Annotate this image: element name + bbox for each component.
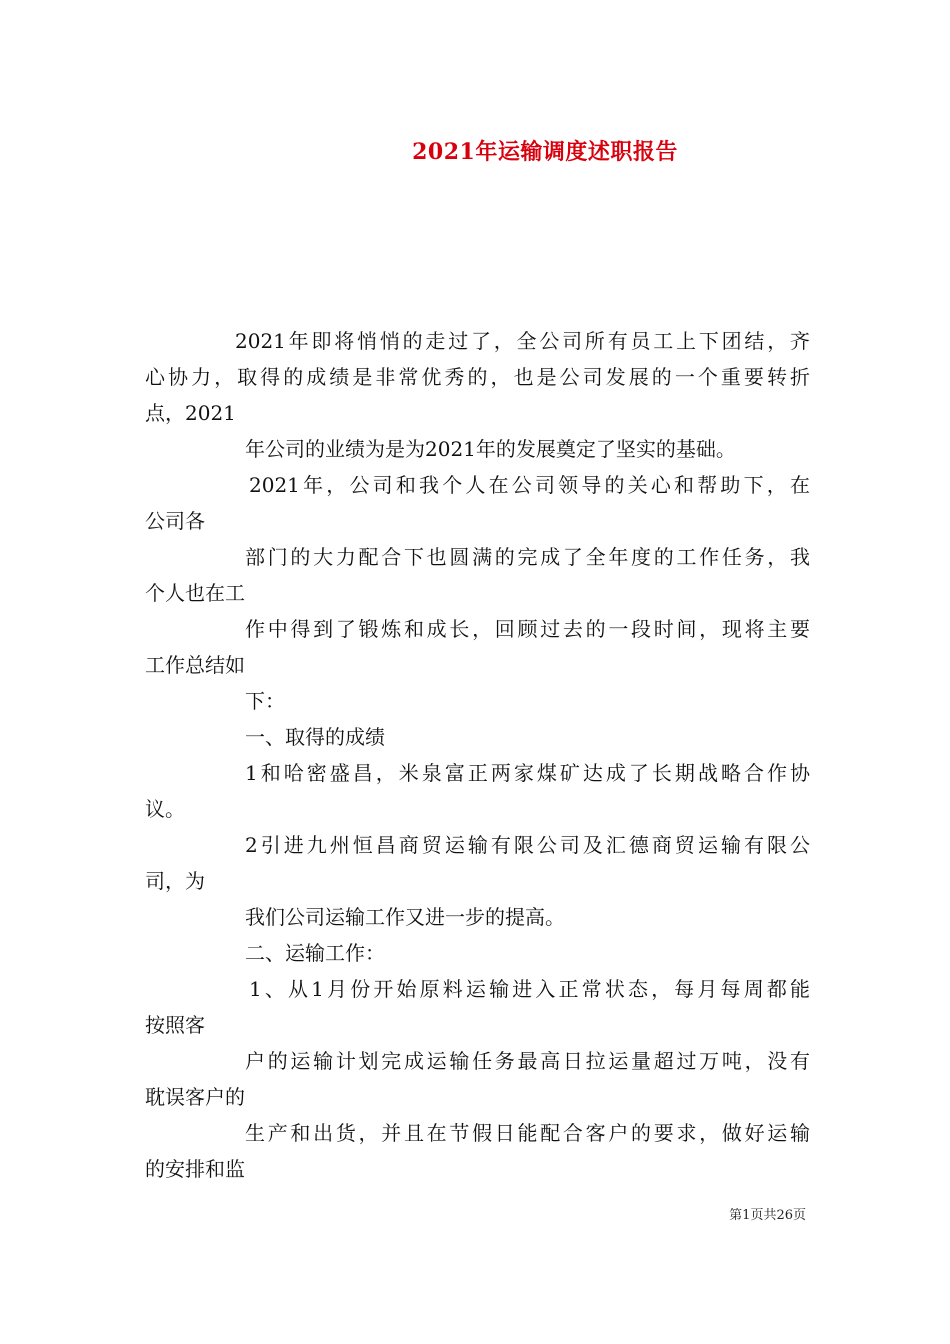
body-line: 户的运输计划完成运输任务最高日拉运量超过万吨，没有 (245, 1049, 810, 1073)
body-line: 我们公司运输工作又进一步的提高。 (245, 905, 565, 929)
document-body (145, 323, 810, 1187)
page-number-footer: 第1页共26页 (729, 1208, 806, 1223)
section-heading: 二、运输工作： (245, 941, 385, 965)
body-line: 2引进九州恒昌商贸运输有限公司及汇德商贸运输有限公 (245, 833, 810, 857)
body-line: 的安排和监 (145, 1157, 245, 1181)
body-line: 按照客 (145, 1013, 205, 1037)
body-line: 点，2021 (145, 401, 236, 425)
body-line: 2021年，公司和我个人在公司领导的关心和帮助下，在 (249, 473, 810, 497)
body-line: 心协力，取得的成绩是非常优秀的，也是公司发展的一个重要转折 (145, 365, 810, 389)
body-line: 个人也在工 (145, 581, 245, 605)
body-line: 1、从1月份开始原料运输进入正常状态，每月每周都能 (249, 977, 810, 1001)
body-line: 生产和出货，并且在节假日能配合客户的要求，做好运输 (245, 1121, 810, 1145)
body-line: 公司各 (145, 509, 205, 533)
body-line: 工作总结如 (145, 653, 245, 677)
body-line: 下： (245, 689, 285, 713)
body-line: 1和哈密盛昌，米泉富正两家煤矿达成了长期战略合作协 (245, 761, 810, 785)
document-title: 2021年运输调度述职报告 (412, 139, 678, 165)
body-line: 耽误客户的 (145, 1085, 245, 1109)
body-line: 2021年即将悄悄的走过了，全公司所有员工上下团结，齐 (235, 329, 810, 353)
body-line: 议。 (145, 797, 185, 821)
body-line: 年公司的业绩为是为2021年的发展奠定了坚实的基础。 (245, 437, 736, 461)
body-line: 司，为 (145, 869, 205, 893)
section-heading: 一、取得的成绩 (245, 725, 385, 749)
body-line: 作中得到了锻炼和成长，回顾过去的一段时间，现将主要 (245, 617, 810, 641)
body-line: 部门的大力配合下也圆满的完成了全年度的工作任务，我 (245, 545, 810, 569)
